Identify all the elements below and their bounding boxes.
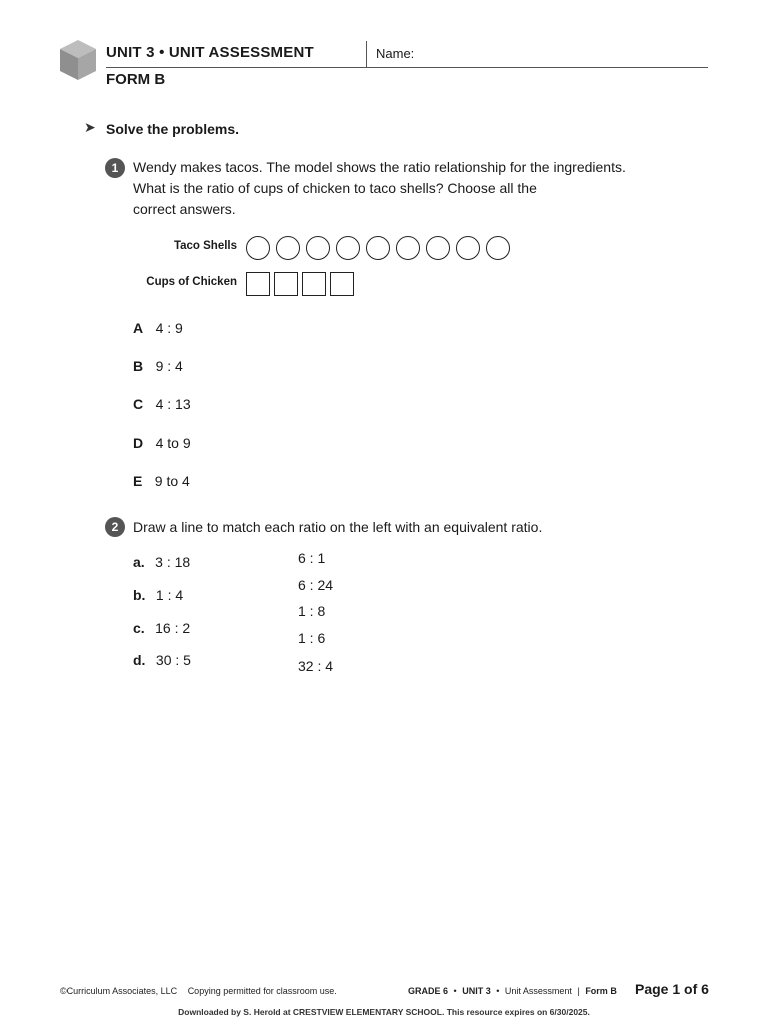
form-title: FORM B — [106, 71, 166, 88]
taco-shell-circle — [396, 236, 420, 260]
match-item-b[interactable] — [133, 587, 183, 605]
option-text: 4 to 9 — [155, 435, 191, 451]
taco-shell-circle — [456, 236, 480, 260]
match-item-c[interactable] — [133, 620, 190, 638]
option-letter: C — [133, 396, 144, 412]
option-text: 4 : 9 — [155, 320, 183, 336]
taco-shell-circle — [336, 236, 360, 260]
option-e[interactable] — [133, 473, 190, 491]
option-letter: A — [133, 320, 144, 336]
match-letter: b. — [133, 587, 146, 603]
taco-shell-circle — [426, 236, 450, 260]
option-a[interactable] — [133, 320, 183, 338]
match-target[interactable]: 6 : 1 — [298, 550, 326, 566]
question-1-line-2: What is the ratio of cups of chicken to taco shells? Choose all the — [133, 180, 537, 196]
footer-breadcrumb: GRADE 6 • UNIT 3 • Unit Assessment | Form B — [408, 986, 617, 996]
question-number-badge: 2 — [105, 517, 125, 537]
taco-shells-label: Taco Shells — [173, 240, 237, 252]
option-text: 9 : 4 — [155, 358, 183, 374]
option-letter: D — [133, 435, 144, 451]
instruction: Solve the problems. — [106, 121, 240, 137]
option-d[interactable] — [133, 435, 191, 453]
option-letter: E — [133, 473, 143, 489]
match-letter: a. — [133, 554, 145, 570]
permission-text: Copying permitted for classroom use. — [187, 986, 337, 996]
cups-of-chicken-label: Cups of Chicken — [146, 276, 237, 288]
taco-shell-circle — [486, 236, 510, 260]
header-rule — [106, 67, 708, 68]
name-divider — [366, 41, 367, 67]
question-1-line-1: Wendy makes tacos. The model shows the ratio relationship for the ingredients. — [133, 159, 626, 175]
match-target[interactable]: 6 : 24 — [298, 577, 334, 593]
chicken-cup-square — [302, 272, 326, 296]
question-number-badge: 1 — [105, 158, 125, 178]
match-ratio: 30 : 5 — [155, 652, 191, 668]
chicken-cup-square — [246, 272, 270, 296]
question-2-text: Draw a line to match each ratio on the left with an equivalent ratio. — [133, 519, 543, 535]
footer-form: Form B — [585, 986, 617, 996]
match-target[interactable]: 1 : 8 — [298, 603, 326, 619]
chicken-cup-square — [330, 272, 354, 296]
option-text: 4 : 13 — [155, 396, 191, 412]
match-target[interactable]: 32 : 4 — [298, 658, 334, 674]
match-ratio: 16 : 2 — [155, 620, 191, 636]
arrow-icon: ➤ — [84, 119, 96, 135]
download-notice: Downloaded by S. Herold at CRESTVIEW ELEMENTARY SCHOOL. This resource expires on 6/30/2025. — [178, 1007, 590, 1017]
footer-copyright — [60, 986, 337, 996]
match-ratio: 3 : 18 — [155, 554, 191, 570]
question-1-text — [133, 157, 626, 220]
footer-grade: GRADE 6 — [408, 986, 449, 996]
taco-shell-circle — [306, 236, 330, 260]
match-target[interactable]: 1 : 6 — [298, 630, 326, 646]
taco-shell-circle — [276, 236, 300, 260]
unit-title: UNIT 3 • UNIT ASSESSMENT — [106, 44, 314, 61]
chicken-cup-square — [274, 272, 298, 296]
option-c[interactable] — [133, 396, 191, 414]
taco-shell-circle — [246, 236, 270, 260]
cups-of-chicken-model — [246, 272, 354, 296]
option-letter: B — [133, 358, 144, 374]
question-1-line-3: correct answers. — [133, 201, 236, 217]
copyright-text: ©Curriculum Associates, LLC — [60, 986, 178, 996]
match-letter: d. — [133, 652, 146, 668]
match-ratio: 1 : 4 — [155, 587, 184, 603]
page-number: Page 1 of 6 — [635, 981, 709, 997]
option-text: 9 to 4 — [154, 473, 190, 489]
footer-assessment: Unit Assessment — [504, 986, 572, 996]
match-item-a[interactable] — [133, 554, 190, 572]
option-b[interactable] — [133, 358, 183, 376]
match-item-d[interactable] — [133, 652, 191, 670]
cube-logo-icon — [58, 38, 98, 82]
taco-shells-model — [246, 236, 510, 260]
taco-shell-circle — [366, 236, 390, 260]
footer-unit: UNIT 3 — [462, 986, 491, 996]
name-label: Name: — [376, 46, 415, 61]
match-letter: c. — [133, 620, 145, 636]
